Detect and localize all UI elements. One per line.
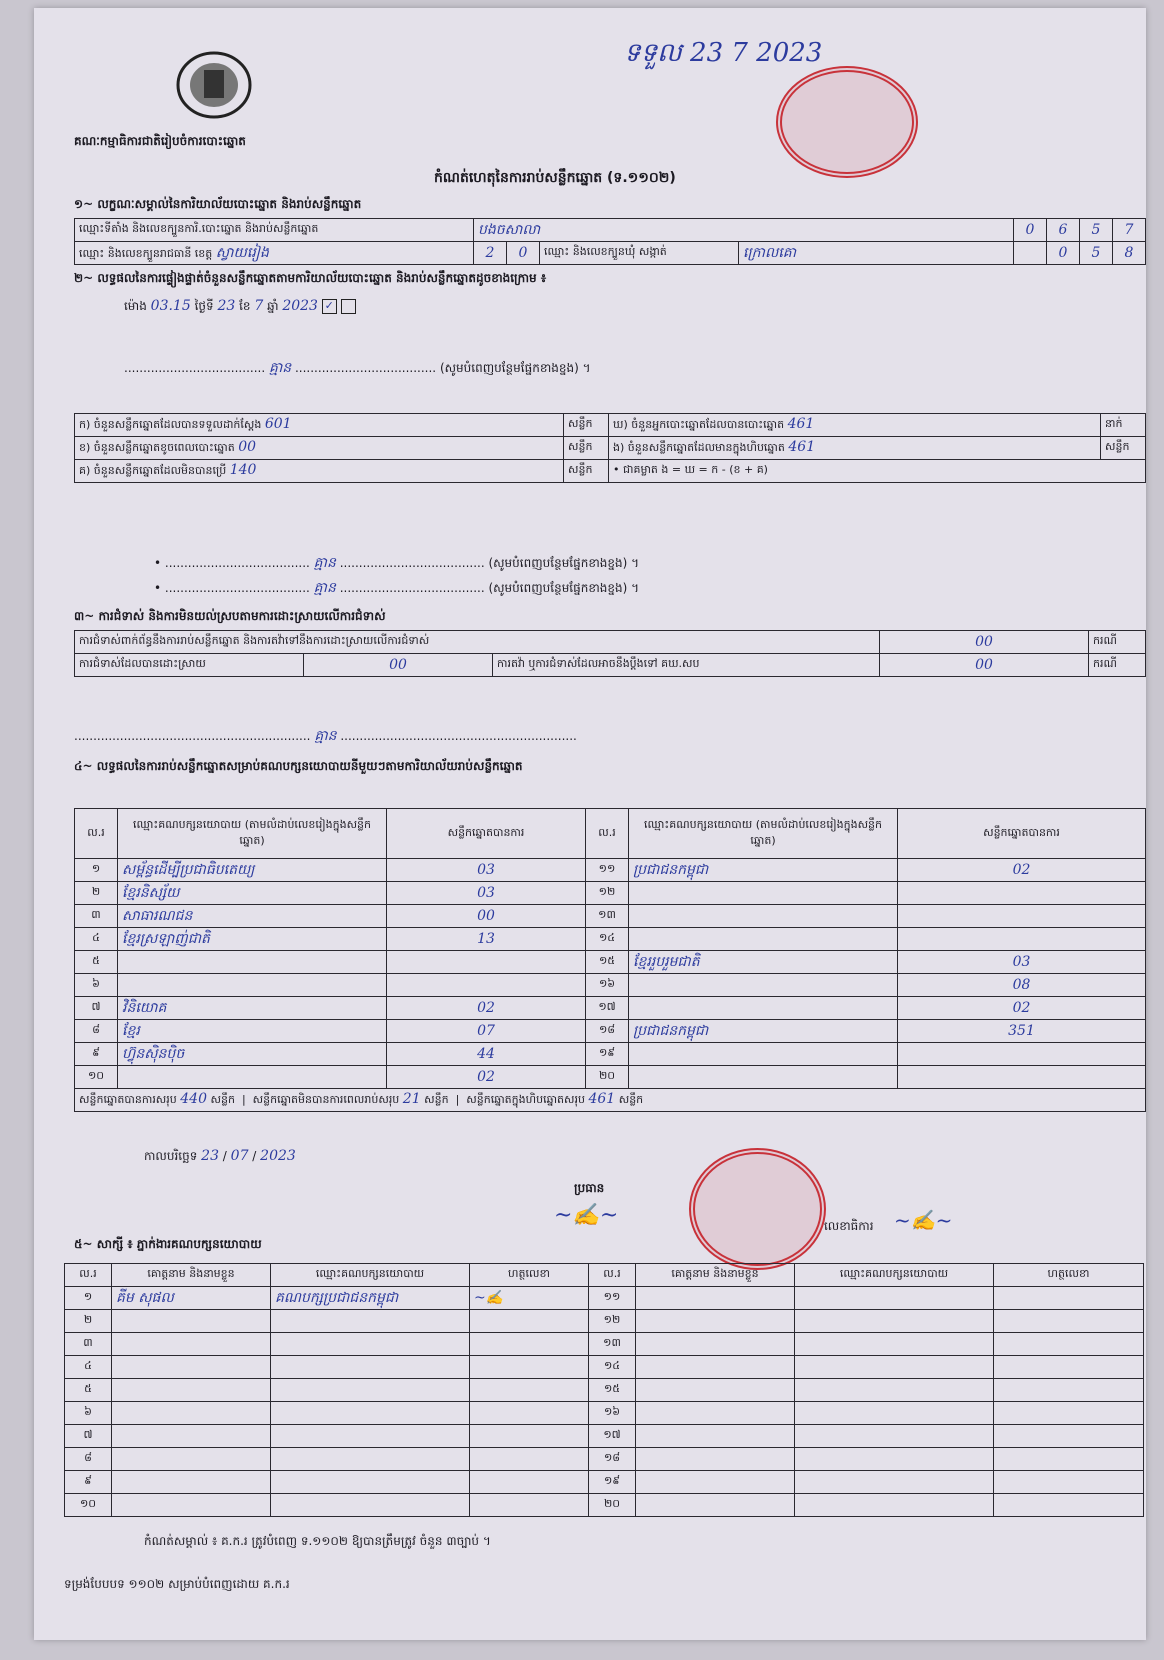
witness-row	[65, 1356, 1144, 1379]
witness-cell: ៦	[65, 1402, 112, 1425]
complaints-label: ការជំទាស់ពាក់ព័ន្ធនឹងការរាប់សន្លឹកឆ្នោត និងការតវ៉ាទៅនឹងការដោះស្រាយលើការជំទាស់	[75, 631, 880, 654]
secretary-label: លេខាធិការ	[824, 1219, 874, 1233]
vote-cell: ១៦	[586, 974, 629, 997]
vote-cell	[629, 1043, 898, 1066]
appeal-label: ការតវ៉ា ឬការជំទាស់ដែលអាចនឹងប្ដឹងទៅ គឃ.សប	[493, 654, 880, 677]
witness-row	[65, 1333, 1144, 1356]
vote-cell: ប្រជាជនកម្ពុជា	[629, 1020, 898, 1043]
section1-heading: ១~ លក្ខណៈសម្គាល់នៃការិយាល័យបោះឆ្នោត និងរាប់សន្លឹកឆ្នោត	[74, 197, 362, 211]
witness-cell	[112, 1356, 271, 1379]
witness-row	[65, 1287, 1144, 1310]
secretary-signature: ~✍~	[894, 1208, 953, 1232]
row-kha-right: ឃ) ចំនួនអ្នកបោះឆ្នោតដែលបានបោះឆ្នោត 461	[609, 414, 1101, 437]
vote-cell	[387, 974, 586, 997]
witness-cell	[470, 1356, 589, 1379]
witness-cell	[470, 1333, 589, 1356]
vote-cell	[629, 905, 898, 928]
row-formula: • ជាគម្លាត ង = ឃ = ក - (ខ + គ)	[609, 460, 1146, 483]
count-time-line: ម៉ោង 03.15 ថ្ងៃទី 23 ខែ 7 ឆ្នាំ 2023 ✓	[124, 298, 356, 316]
witness-row	[65, 1402, 1144, 1425]
vote-cell: ១៣	[586, 905, 629, 928]
vote-cell: 00	[387, 905, 586, 928]
witness-cell	[271, 1425, 470, 1448]
witness-cell	[271, 1379, 470, 1402]
vote-cell: ១២	[586, 882, 629, 905]
witness-cell: ៤	[65, 1356, 112, 1379]
witness-row	[65, 1448, 1144, 1471]
vote-cell	[629, 928, 898, 951]
witness-cell: ១៨	[589, 1448, 636, 1471]
footer-note: កំណត់សម្គាល់ ៖ គ.ក.រ ត្រូវបំពេញ ទ.១១០២ ឱ្យបានត្រឹមត្រូវ ចំនួន ៣ច្បាប់ ។	[144, 1534, 491, 1548]
vote-cell: ៥	[75, 951, 118, 974]
witness-row	[65, 1425, 1144, 1448]
vote-cell	[898, 1066, 1146, 1089]
province-value: ស្វាយរៀង	[215, 244, 269, 261]
vote-row	[75, 882, 1146, 905]
nec-emblem	[174, 50, 254, 120]
form-title: កំណត់ហេតុនៃការរាប់សន្លឹកឆ្នោត (ទ.១១០២)	[434, 170, 676, 186]
witness-cell	[112, 1402, 271, 1425]
vote-cell: 02	[387, 997, 586, 1020]
witness-cell	[271, 1402, 470, 1425]
vote-row	[75, 1066, 1146, 1089]
witness-cell	[795, 1448, 994, 1471]
witness-cell	[795, 1402, 994, 1425]
witness-cell	[271, 1494, 470, 1517]
witness-cell	[994, 1494, 1144, 1517]
witness-cell	[994, 1310, 1144, 1333]
witness-cell	[470, 1402, 589, 1425]
prov-digit-2: 0	[507, 242, 540, 265]
witness-cell	[112, 1494, 271, 1517]
complaints-value: 00	[880, 631, 1089, 654]
witness-cell	[112, 1310, 271, 1333]
witness-row	[65, 1494, 1144, 1517]
witness-cell	[636, 1402, 795, 1425]
row-kha: ខ) ចំនួនសន្លឹកឆ្នោតខូចពេលបោះឆ្នោត 00	[75, 437, 564, 460]
chair-signature: ~✍~	[554, 1203, 619, 1228]
com-digit-1: 0	[1047, 242, 1080, 265]
prov-digit-1: 2	[474, 242, 507, 265]
witness-cell: ១៣	[589, 1333, 636, 1356]
vote-cell: ខ្មែររួបរួមជាតិ	[629, 951, 898, 974]
vote-cell: ៧	[75, 997, 118, 1020]
witness-cell	[636, 1471, 795, 1494]
vote-cell	[629, 997, 898, 1020]
vote-cell: ១៤	[586, 928, 629, 951]
witness-cell: ២	[65, 1310, 112, 1333]
witness-cell: គីម សុផល	[112, 1287, 271, 1310]
chair-label: ប្រធាន	[574, 1181, 605, 1195]
vote-cell	[118, 951, 387, 974]
row-ko: គ) ចំនួនសន្លឹកឆ្នោតដែលមិនបានប្រើ 140	[75, 460, 564, 483]
vote-cell: ៩	[75, 1043, 118, 1066]
vote-cell: 13	[387, 928, 586, 951]
vote-cell: 02	[898, 997, 1146, 1020]
witness-cell	[470, 1425, 589, 1448]
vote-cell	[387, 951, 586, 974]
resolved-label: ការជំទាស់ដែលបានដោះស្រាយ	[75, 654, 304, 677]
witness-cell: ១	[65, 1287, 112, 1310]
vote-cell: 02	[387, 1066, 586, 1089]
vote-cell: ខ្មែរស្រឡាញ់ជាតិ	[118, 928, 387, 951]
witness-cell	[112, 1425, 271, 1448]
witness-cell	[795, 1471, 994, 1494]
loc-digit-2: 6	[1047, 219, 1080, 242]
witness-cell	[271, 1356, 470, 1379]
witness-row	[65, 1379, 1144, 1402]
received-date: ទទួល 23 7 2023	[624, 38, 823, 68]
ballot-count-table: ក) ចំនួនសន្លឹកឆ្នោតដែលបានទទួលដាក់ស្ដែង 601 សន្លឹក ឃ) ចំនួនអ្នកបោះឆ្នោតដែលបានបោះឆ្នោត 461 នាក់ ខ) ចំនួនសន្លឹកឆ្នោតខូចពេលបោះឆ្នោត 00 សន្លឹក ង) ចំនួនសន្លឹកឆ្នោតដែលមានក្នុងហិបឆ្នោត 461 សន្លឹក គ) ចំនួនសន្លឹកឆ្នោតដែលមិនបានប្រើ 140 សន្លឹក • ជាគម្លាត ង = ឃ = ក - (ខ + គ)	[74, 413, 1146, 483]
witness-cell: ៣	[65, 1333, 112, 1356]
witness-cell	[636, 1310, 795, 1333]
vote-cell: ៤	[75, 928, 118, 951]
diff-note-1: • ...................................... គ្មាន ...................................... (សូមបំពេញបន្ថែមផ្នែកខាងខ្នង) ។	[154, 555, 640, 571]
witness-cell	[795, 1333, 994, 1356]
vote-row	[75, 928, 1146, 951]
loc-digit-1: 0	[1014, 219, 1047, 242]
witness-cell	[112, 1333, 271, 1356]
witness-cell	[994, 1333, 1144, 1356]
vote-cell: ១០	[75, 1066, 118, 1089]
witness-cell: ១៤	[589, 1356, 636, 1379]
vote-cell: សម្ព័ន្ធដើម្បីប្រជាធិបតេយ្យ	[118, 859, 387, 882]
witness-cell: ២០	[589, 1494, 636, 1517]
witness-cell	[994, 1402, 1144, 1425]
witness-cell: ១០	[65, 1494, 112, 1517]
vote-cell: ហ៊្វុនស៊ិនប៉ិច	[118, 1043, 387, 1066]
witness-cell: ~✍	[470, 1287, 589, 1310]
witness-cell	[795, 1379, 994, 1402]
witness-cell	[112, 1448, 271, 1471]
witness-cell	[795, 1287, 994, 1310]
witness-cell	[470, 1448, 589, 1471]
vote-row	[75, 997, 1146, 1020]
witness-cell	[470, 1379, 589, 1402]
section3-heading: ៣~ ការជំទាស់ និងការមិនយល់ស្របតាមការដោះស្រាយលើការជំទាស់	[74, 609, 386, 623]
witness-row	[65, 1471, 1144, 1494]
vote-cell: ប្រជាជនកម្ពុជា	[629, 859, 898, 882]
diff-note-2: • ...................................... គ្មាន ...................................... (សូមបំពេញបន្ថែមផ្នែកខាងខ្នង) ។	[154, 580, 640, 596]
vote-row	[75, 974, 1146, 997]
witness-cell	[271, 1471, 470, 1494]
vote-cell	[898, 1043, 1146, 1066]
vote-cell: ១៧	[586, 997, 629, 1020]
province-label: ឈ្មោះ និងលេខក្បួនរាជធានី ខេត្ត ស្វាយរៀង	[75, 242, 474, 265]
appeal-value: 00	[880, 654, 1089, 677]
section2-heading: ២~ លទ្ធផលនៃការផ្ទៀងផ្ទាត់ចំនួនសន្លឹកឆ្នោតតាមការិយាល័យបោះឆ្នោត និងរាប់សន្លឹកឆ្នោតដូចខាងក្រោម ៖	[74, 271, 547, 285]
vote-cell: ខ្មែរ	[118, 1020, 387, 1043]
witness-cell	[994, 1287, 1144, 1310]
vote-cell	[898, 928, 1146, 951]
vote-cell	[118, 1066, 387, 1089]
vote-cell: សាធារណជន	[118, 905, 387, 928]
witness-cell	[271, 1310, 470, 1333]
vote-cell: 03	[387, 882, 586, 905]
vote-cell: ១១	[586, 859, 629, 882]
votes-table: ល.រ ឈ្មោះគណបក្សនយោបាយ (តាមលំដាប់លេខរៀងក្នុងសន្លឹកឆ្នោត) សន្លឹកឆ្នោតបានការ ល.រ ឈ្មោះគណបក្សនយោបាយ (តាមលំដាប់លេខរៀងក្នុងសន្លឹកឆ្នោត) សន្លឹកឆ្នោតបានការ ១ សម្ព័ន្ធដើម្បីប្រជាធិបតេយ្យ 03 ១១ ប្រជាជនកម្ពុជា 02 ២ ខ្មែរនិស្ស័យ 03 ១២ ៣ សាធារណជន 00 ១៣ ៤ ខ្មែរស្រឡាញ់ជាតិ 13 ១៤ ៥ ១៥ ខ្មែររួបរួមជាតិ 03 ៦ ១៦ 08 ៧ វិនិយោគ 02 ១៧ 02 ៨ ខ្មែរ 07 ១៨ ប្រជាជនកម្ពុជា 351 ៩ ហ៊្វុនស៊ិនប៉ិច 44 ១៩ ១០ 02 ២០ សន្លឹកឆ្នោតបានការសរុប 440 សន្លឹក | សន្លឹកឆ្នោតមិនបានការពេលរាប់សរុប 21 សន្លឹក | សន្លឹកឆ្នោតក្នុងហិបឆ្នោតសរុប 461 សន្លឹក	[74, 808, 1146, 1112]
vote-cell: 44	[387, 1043, 586, 1066]
vote-cell	[898, 882, 1146, 905]
witness-cell	[994, 1379, 1144, 1402]
vote-cell: ៨	[75, 1020, 118, 1043]
witness-cell	[636, 1356, 795, 1379]
vote-cell: ១៨	[586, 1020, 629, 1043]
witness-cell	[470, 1310, 589, 1333]
note-line-1: ..................................... គ្មាន ..................................... (សូមបំពេញបន្ថែមផ្នែកខាងខ្នង) ។	[124, 360, 591, 376]
witness-cell	[636, 1494, 795, 1517]
witness-cell	[636, 1287, 795, 1310]
commune-label: ឈ្មោះ និងលេខក្បួនឃុំ សង្កាត់	[540, 242, 739, 265]
witness-cell: ៧	[65, 1425, 112, 1448]
vote-cell: 351	[898, 1020, 1146, 1043]
vote-row	[75, 951, 1146, 974]
witness-cell	[470, 1471, 589, 1494]
vote-cell: ១៥	[586, 951, 629, 974]
witness-cell	[994, 1448, 1144, 1471]
form-note: ទម្រង់បែបបទ ១១០២ សម្រាប់បំពេញដោយ គ.ក.រ	[64, 1577, 290, 1591]
form-page	[34, 8, 1146, 1640]
vote-cell: ៣	[75, 905, 118, 928]
location-label: ឈ្មោះទីតាំង និងលេខក្បួនការិ.បោះឆ្នោត និងរាប់សន្លឹកឆ្នោត	[75, 219, 474, 242]
vote-cell: ១៩	[586, 1043, 629, 1066]
location-value: បងចសាលា	[474, 219, 1014, 242]
witness-cell	[994, 1356, 1144, 1379]
witness-cell	[636, 1425, 795, 1448]
row-ka: ក) ចំនួនសន្លឹកឆ្នោតដែលបានទទួលដាក់ស្ដែង 601	[75, 414, 564, 437]
section4-heading: ៤~ លទ្ធផលនៃការរាប់សន្លឹកឆ្នោតសម្រាប់គណបក្សនយោបាយនីមួយៗតាមការិយាល័យរាប់សន្លឹកឆ្នោត	[74, 759, 523, 773]
vote-cell	[898, 905, 1146, 928]
witness-cell: ១២	[589, 1310, 636, 1333]
witness-cell	[636, 1333, 795, 1356]
vote-cell	[629, 1066, 898, 1089]
vote-cell: 03	[898, 951, 1146, 974]
vote-cell: ៦	[75, 974, 118, 997]
vote-row	[75, 905, 1146, 928]
vote-row	[75, 1020, 1146, 1043]
vote-cell: ២	[75, 882, 118, 905]
commune-value: ក្រោលគោ	[739, 242, 1014, 265]
vote-cell	[118, 974, 387, 997]
witness-cell: ១៦	[589, 1402, 636, 1425]
vote-cell: ២០	[586, 1066, 629, 1089]
vote-cell: 07	[387, 1020, 586, 1043]
row-nga-right: ង) ចំនួនសន្លឹកឆ្នោតដែលមានក្នុងហិបឆ្នោត 461	[609, 437, 1101, 460]
witness-cell: ១៩	[589, 1471, 636, 1494]
witness-cell	[795, 1356, 994, 1379]
vote-row	[75, 1043, 1146, 1066]
witness-cell: ១៧	[589, 1425, 636, 1448]
witness-cell: ១៥	[589, 1379, 636, 1402]
witness-cell: គណបក្សប្រជាជនកម្ពុជា	[271, 1287, 470, 1310]
witness-cell	[795, 1494, 994, 1517]
witness-cell	[112, 1379, 271, 1402]
sign-date: កាលបរិច្ឆេទ 23 / 07 / 2023	[144, 1148, 296, 1164]
section1-table	[74, 218, 1146, 265]
section5-heading: ៥~ សាក្សី ៖ ភ្នាក់ងារគណបក្សនយោបាយ	[74, 1237, 262, 1251]
loc-digit-4: 7	[1113, 219, 1146, 242]
witness-cell	[994, 1425, 1144, 1448]
vote-cell	[629, 974, 898, 997]
vote-row	[75, 859, 1146, 882]
witness-cell	[470, 1494, 589, 1517]
witness-cell	[271, 1448, 470, 1471]
vote-cell: ខ្មែរនិស្ស័យ	[118, 882, 387, 905]
witness-table: ល.រ គោត្តនាម និងនាមខ្លួន ឈ្មោះគណបក្សនយោបាយ ហត្ថលេខា ល.រ គោត្តនាម និងនាមខ្លួន ឈ្មោះគណបក្សនយោបាយ ហត្ថលេខា ១ គីម សុផល គណបក្សប្រជាជនកម្ពុជា ~✍ ១១ ២ ១២ ៣ ១៣ ៤ ១៤ ៥ ១៥ ៦ ១៦ ៧ ១៧ ៨ ១៨ ៩ ១៩ ១០ ២០	[64, 1263, 1144, 1517]
witness-cell: ៩	[65, 1471, 112, 1494]
vote-cell: 02	[898, 859, 1146, 882]
complaints-note: .............................................................. គ្មាន ..............................................................	[74, 728, 577, 744]
witness-cell	[271, 1333, 470, 1356]
loc-digit-3: 5	[1080, 219, 1113, 242]
vote-cell: ១	[75, 859, 118, 882]
witness-cell	[112, 1471, 271, 1494]
complaints-table: ការជំទាស់ពាក់ព័ន្ធនឹងការរាប់សន្លឹកឆ្នោត និងការតវ៉ាទៅនឹងការដោះស្រាយលើការជំទាស់ 00 ករណី ការជំទាស់ដែលបានដោះស្រាយ 00 ការតវ៉ា ឬការជំទាស់ដែលអាចនឹងប្ដឹងទៅ គឃ.សប 00 ករណី	[74, 630, 1146, 677]
resolved-value: 00	[304, 654, 493, 677]
vote-cell	[629, 882, 898, 905]
witness-cell: ៨	[65, 1448, 112, 1471]
witness-cell	[636, 1379, 795, 1402]
witness-cell	[636, 1448, 795, 1471]
witness-row	[65, 1310, 1144, 1333]
witness-cell	[795, 1310, 994, 1333]
com-digit-3: 8	[1113, 242, 1146, 265]
vote-totals: សន្លឹកឆ្នោតបានការសរុប 440 សន្លឹក | សន្លឹកឆ្នោតមិនបានការពេលរាប់សរុប 21 សន្លឹក | សន្លឹកឆ្នោតក្នុងហិបឆ្នោតសរុប 461 សន្លឹក	[75, 1089, 1146, 1112]
vote-cell: វិនិយោគ	[118, 997, 387, 1020]
red-stamp	[776, 66, 918, 178]
vote-cell: 03	[387, 859, 586, 882]
witness-cell: ៥	[65, 1379, 112, 1402]
commission-name: គណៈកម្មាធិការជាតិរៀបចំការបោះឆ្នោត	[74, 134, 246, 148]
com-digit-2: 5	[1080, 242, 1113, 265]
witness-cell: ១១	[589, 1287, 636, 1310]
witness-cell	[795, 1425, 994, 1448]
red-stamp-2	[689, 1148, 826, 1270]
witness-cell	[994, 1471, 1144, 1494]
vote-cell: 08	[898, 974, 1146, 997]
